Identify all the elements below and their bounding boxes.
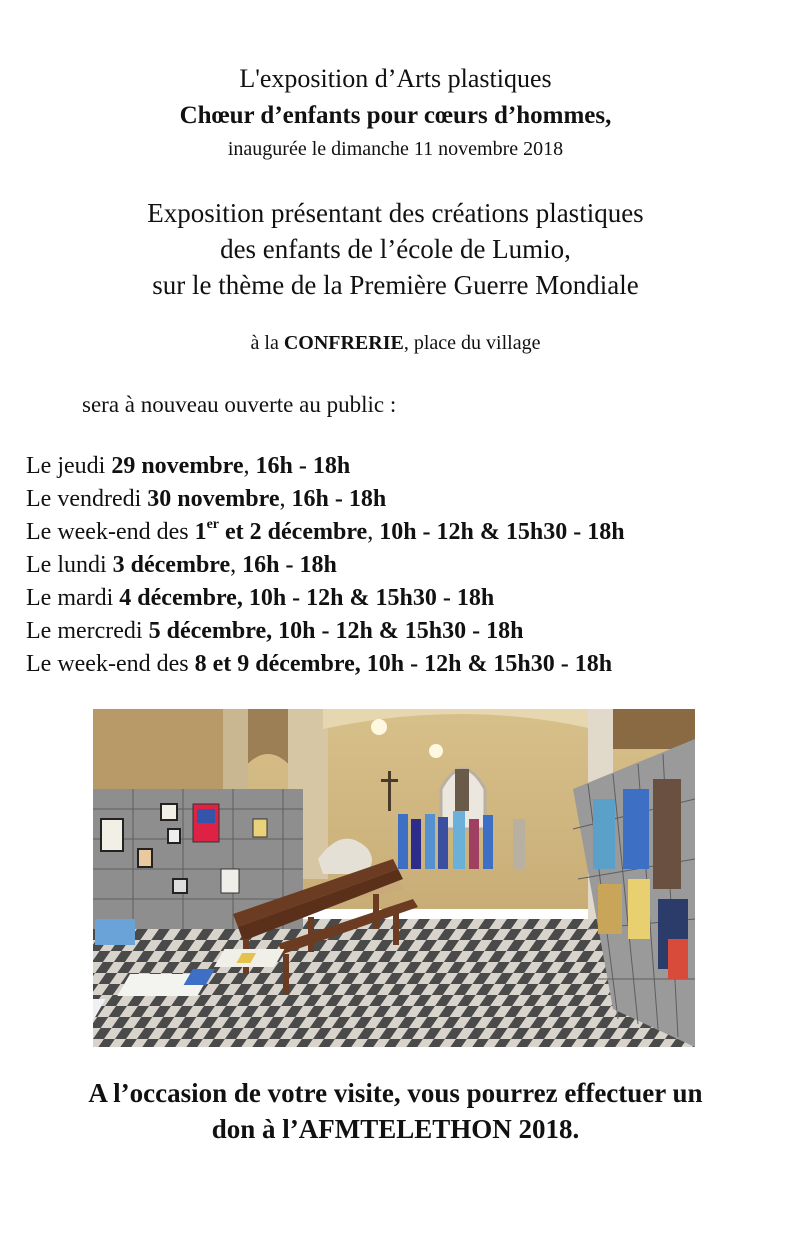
location-venue: CONFRERIE bbox=[283, 332, 404, 354]
inauguration-date: inaugurée le dimanche 11 novembre 2018 bbox=[227, 138, 564, 160]
schedule-row: Le jeudi 29 novembre, 16h - 18h bbox=[26, 453, 351, 479]
schedule-row: Le week-end des 8 et 9 décembre, 10h - 12h & 15h30 - 18h bbox=[26, 651, 613, 677]
donation-line-2: don à l’AFMTELETHON 2018. bbox=[211, 1114, 580, 1144]
location-suffix: , place du village bbox=[403, 332, 541, 354]
donation-notice bbox=[0, 1075, 791, 1147]
description bbox=[0, 195, 791, 303]
schedule-list bbox=[26, 450, 625, 681]
location-prefix: à la bbox=[250, 332, 284, 354]
opening-text: sera à nouveau ouverte au public : bbox=[82, 392, 397, 417]
location bbox=[0, 332, 791, 355]
schedule-row: Le lundi 3 décembre, 16h - 18h bbox=[26, 552, 337, 578]
schedule-row: Le week-end des 1er et 2 décembre, 10h - 12h & 15h30 - 18h bbox=[26, 517, 625, 545]
schedule-row: Le mercredi 5 décembre, 10h - 12h & 15h30 - 18h bbox=[26, 618, 524, 644]
exhibition-subtitle: Chœur d’enfants pour cœurs d’hommes, bbox=[179, 102, 612, 129]
description-line-1: Exposition présentant des créations plastiques bbox=[147, 198, 644, 228]
schedule-row: Le mardi 4 décembre, 10h - 12h & 15h30 - 18h bbox=[26, 585, 495, 611]
exhibition-title: L'exposition d’Arts plastiques bbox=[239, 64, 552, 93]
description-line-2: des enfants de l’école de Lumio, bbox=[220, 234, 571, 264]
exhibition-photo bbox=[93, 709, 695, 1047]
donation-line-1: A l’occasion de votre visite, vous pourrez effectuer un bbox=[88, 1078, 703, 1108]
description-line-3: sur le thème de la Première Guerre Mondiale bbox=[152, 270, 639, 300]
schedule-row: Le vendredi 30 novembre, 16h - 18h bbox=[26, 486, 387, 512]
